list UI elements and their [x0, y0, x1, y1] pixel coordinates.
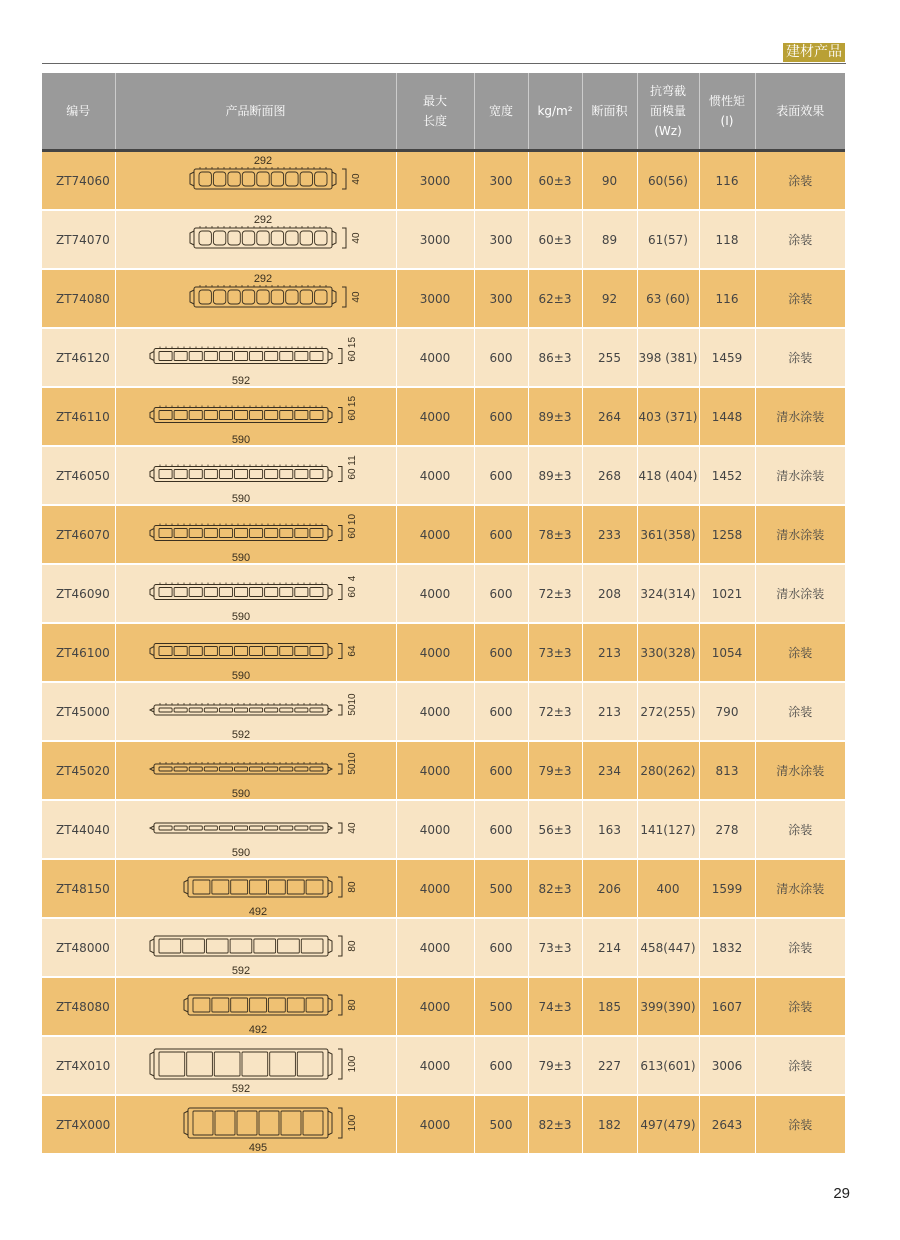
cell-area: 233: [582, 505, 637, 564]
section-drawing-cell: [115, 446, 396, 505]
cell-weight: 78±3: [528, 505, 582, 564]
product-code: ZT44040: [42, 800, 115, 859]
section-drawing-cell: [115, 918, 396, 977]
profile-drawing: [116, 507, 396, 563]
profile-drawing: [116, 861, 396, 917]
cell-area: 90: [582, 151, 637, 211]
profile-height2-label: 4: [346, 575, 358, 581]
cell-modulus: 418 (404): [637, 446, 699, 505]
cell-width: 600: [474, 682, 528, 741]
cell-inertia: 2643: [699, 1095, 755, 1154]
product-code: ZT46110: [42, 387, 115, 446]
profile-drawing: [116, 153, 396, 209]
profile-width-label: 590: [231, 492, 250, 504]
cell-finish: 涂装: [755, 800, 845, 859]
profile-width-label: 590: [231, 610, 250, 622]
profile-drawing: [116, 330, 396, 386]
cell-width: 600: [474, 623, 528, 682]
cell-finish: 清水涂装: [755, 446, 845, 505]
section-drawing-cell: [115, 505, 396, 564]
cell-finish: 涂装: [755, 977, 845, 1036]
cell-area: 92: [582, 269, 637, 328]
cell-modulus: 497(479): [637, 1095, 699, 1154]
profile-drawing: [116, 271, 396, 327]
product-code: ZT45000: [42, 682, 115, 741]
table-row: [42, 210, 845, 269]
section-drawing-cell: [115, 387, 396, 446]
cell-weight: 72±3: [528, 564, 582, 623]
cell-inertia: 1054: [699, 623, 755, 682]
cell-inertia: 1599: [699, 859, 755, 918]
profile-width-label: 590: [231, 433, 250, 445]
section-drawing-cell: [115, 210, 396, 269]
header-inertia-line2: (I): [720, 114, 734, 128]
profile-height-label: 100: [346, 1055, 358, 1072]
cell-finish: 清水涂装: [755, 564, 845, 623]
cell-weight: 72±3: [528, 682, 582, 741]
profile-drawing: [116, 389, 396, 445]
cell-modulus: 141(127): [637, 800, 699, 859]
cell-length: 4000: [396, 1036, 474, 1095]
cell-area: 208: [582, 564, 637, 623]
cell-area: 213: [582, 682, 637, 741]
table-row: [42, 1036, 845, 1095]
cell-length: 4000: [396, 328, 474, 387]
table-row: [42, 328, 845, 387]
table-row: [42, 269, 845, 328]
profile-height-label: 60: [346, 526, 358, 539]
section-drawing-cell: [115, 1036, 396, 1095]
cell-finish: 涂装: [755, 1095, 845, 1154]
profile-width-label: 592: [231, 374, 250, 386]
cell-length: 4000: [396, 623, 474, 682]
profile-height-label: 60: [346, 408, 358, 421]
profile-height-label: 60: [346, 585, 358, 598]
profile-height-label: 60: [346, 349, 358, 362]
cell-inertia: 790: [699, 682, 755, 741]
table-row: [42, 918, 845, 977]
cell-weight: 82±3: [528, 859, 582, 918]
cell-area: 214: [582, 918, 637, 977]
cell-inertia: 116: [699, 269, 755, 328]
product-code: ZT4X010: [42, 1036, 115, 1095]
cell-inertia: 1452: [699, 446, 755, 505]
table-row: [42, 682, 845, 741]
cell-length: 4000: [396, 682, 474, 741]
cell-length: 4000: [396, 741, 474, 800]
product-code: ZT46070: [42, 505, 115, 564]
header-modulus: [637, 73, 699, 151]
table-row: [42, 387, 845, 446]
cell-length: 4000: [396, 446, 474, 505]
cell-length: 4000: [396, 387, 474, 446]
profile-width-label: 492: [248, 1023, 267, 1035]
profile-height-label: 40: [350, 231, 362, 244]
profile-height-label: 64: [346, 644, 358, 657]
cell-inertia: 278: [699, 800, 755, 859]
section-drawing-cell: [115, 1095, 396, 1154]
cell-modulus: 60(56): [637, 151, 699, 211]
profile-drawing: [116, 684, 396, 740]
cell-modulus: 399(390): [637, 977, 699, 1036]
product-spec-table: [42, 73, 845, 1155]
product-code: ZT74060: [42, 151, 115, 211]
product-code: ZT48150: [42, 859, 115, 918]
page-number: 29: [833, 1185, 850, 1202]
product-code: ZT46100: [42, 623, 115, 682]
product-code: ZT46120: [42, 328, 115, 387]
header-modulus-line2: 面模量: [649, 104, 686, 118]
product-code: ZT74080: [42, 269, 115, 328]
cell-weight: 82±3: [528, 1095, 582, 1154]
cell-modulus: 280(262): [637, 741, 699, 800]
profile-drawing: [116, 566, 396, 622]
cell-weight: 73±3: [528, 623, 582, 682]
cell-width: 500: [474, 859, 528, 918]
cell-inertia: 1832: [699, 918, 755, 977]
cell-modulus: 361(358): [637, 505, 699, 564]
profile-height2-label: 15: [346, 395, 358, 407]
profile-height2-label: 10: [346, 751, 358, 764]
table-row: [42, 800, 845, 859]
cell-finish: 涂装: [755, 151, 845, 211]
product-code: ZT46050: [42, 446, 115, 505]
section-label: 建材产品: [783, 43, 845, 62]
cell-finish: 清水涂装: [755, 859, 845, 918]
cell-width: 600: [474, 328, 528, 387]
section-drawing-cell: [115, 269, 396, 328]
header-finish: 表面效果: [755, 73, 845, 151]
cell-weight: 60±3: [528, 210, 582, 269]
cell-finish: 清水涂装: [755, 505, 845, 564]
header-max-length: [396, 73, 474, 151]
profile-height-label: 80: [346, 880, 358, 893]
header-code: 编号: [42, 73, 115, 151]
cell-finish: 涂装: [755, 210, 845, 269]
header-weight: kg/m²: [528, 73, 582, 151]
cell-width: 600: [474, 741, 528, 800]
cell-weight: 79±3: [528, 741, 582, 800]
product-code: ZT45020: [42, 741, 115, 800]
cell-modulus: 272(255): [637, 682, 699, 741]
profile-height-label: 80: [346, 939, 358, 952]
profile-drawing: [116, 1038, 396, 1094]
cell-width: 600: [474, 446, 528, 505]
profile-drawing: [116, 802, 396, 858]
cell-modulus: 400: [637, 859, 699, 918]
cell-inertia: 116: [699, 151, 755, 211]
cell-inertia: 3006: [699, 1036, 755, 1095]
profile-height-label: 80: [346, 998, 358, 1011]
header-area: 断面积: [582, 73, 637, 151]
cell-length: 4000: [396, 564, 474, 623]
cell-width: 300: [474, 210, 528, 269]
section-drawing-cell: [115, 682, 396, 741]
header-max-length-line2: 长度: [422, 114, 447, 128]
profile-height-label: 40: [350, 290, 362, 303]
section-drawing-cell: [115, 623, 396, 682]
profile-height2-label: 15: [346, 336, 358, 348]
cell-modulus: 61(57): [637, 210, 699, 269]
profile-drawing: [116, 625, 396, 681]
cell-finish: 涂装: [755, 623, 845, 682]
cell-width: 300: [474, 151, 528, 211]
cell-area: 182: [582, 1095, 637, 1154]
profile-width-label: 592: [231, 964, 250, 976]
profile-width-label: 590: [231, 551, 250, 563]
cell-length: 4000: [396, 859, 474, 918]
profile-height-label: 100: [346, 1114, 358, 1131]
table-row: [42, 1095, 845, 1154]
cell-width: 600: [474, 1036, 528, 1095]
cell-weight: 74±3: [528, 977, 582, 1036]
cell-finish: 涂装: [755, 918, 845, 977]
section-drawing-cell: [115, 741, 396, 800]
header-modulus-line1: 抗弯截: [649, 84, 686, 98]
profile-height-label: 40: [350, 172, 362, 185]
cell-inertia: 1021: [699, 564, 755, 623]
header-inertia: [699, 73, 755, 151]
cell-length: 4000: [396, 1095, 474, 1154]
cell-area: 227: [582, 1036, 637, 1095]
profile-width-label: 590: [231, 846, 250, 858]
profile-width-label: 292: [253, 272, 272, 285]
cell-finish: 涂装: [755, 328, 845, 387]
table-row: [42, 623, 845, 682]
profile-width-label: 590: [231, 787, 250, 799]
header-section: 产品断面图: [115, 73, 396, 151]
cell-width: 500: [474, 977, 528, 1036]
cell-modulus: 403 (371): [637, 387, 699, 446]
cell-finish: 涂装: [755, 269, 845, 328]
profile-drawing: [116, 743, 396, 799]
cell-area: 264: [582, 387, 637, 446]
cell-width: 300: [474, 269, 528, 328]
cell-area: 213: [582, 623, 637, 682]
profile-height-label: 60: [346, 467, 358, 480]
cell-weight: 62±3: [528, 269, 582, 328]
cell-inertia: 1448: [699, 387, 755, 446]
cell-length: 3000: [396, 269, 474, 328]
table-body: [42, 151, 845, 1155]
profile-width-label: 590: [231, 669, 250, 681]
cell-modulus: 324(314): [637, 564, 699, 623]
profile-height2-label: 10: [346, 692, 358, 705]
table-header-row: [42, 73, 845, 151]
profile-drawing: [116, 448, 396, 504]
table-row: [42, 564, 845, 623]
section-drawing-cell: [115, 859, 396, 918]
product-code: ZT4X000: [42, 1095, 115, 1154]
cell-inertia: 118: [699, 210, 755, 269]
profile-width-label: 492: [248, 905, 267, 917]
cell-modulus: 458(447): [637, 918, 699, 977]
cell-width: 600: [474, 564, 528, 623]
cell-modulus: 613(601): [637, 1036, 699, 1095]
cell-inertia: 1258: [699, 505, 755, 564]
cell-weight: 86±3: [528, 328, 582, 387]
cell-width: 500: [474, 1095, 528, 1154]
cell-length: 3000: [396, 151, 474, 211]
cell-finish: 清水涂装: [755, 387, 845, 446]
profile-height-label: 40: [346, 821, 358, 834]
cell-length: 4000: [396, 505, 474, 564]
cell-area: 185: [582, 977, 637, 1036]
cell-inertia: 1459: [699, 328, 755, 387]
profile-height2-label: 11: [346, 454, 358, 466]
header-max-length-line1: 最大: [422, 94, 447, 108]
header-width: 宽度: [474, 73, 528, 151]
cell-length: 3000: [396, 210, 474, 269]
profile-drawing: [116, 979, 396, 1035]
table-row: [42, 741, 845, 800]
product-code: ZT46090: [42, 564, 115, 623]
cell-inertia: 813: [699, 741, 755, 800]
cell-weight: 79±3: [528, 1036, 582, 1095]
header-modulus-line3: (Wz): [654, 124, 682, 138]
product-code: ZT74070: [42, 210, 115, 269]
cell-modulus: 398 (381): [637, 328, 699, 387]
table-row: [42, 505, 845, 564]
profile-width-label: 292: [253, 154, 272, 167]
section-drawing-cell: [115, 151, 396, 211]
cell-inertia: 1607: [699, 977, 755, 1036]
cell-weight: 73±3: [528, 918, 582, 977]
cell-length: 4000: [396, 800, 474, 859]
profile-width-label: 495: [248, 1141, 267, 1153]
profile-width-label: 592: [231, 1082, 250, 1094]
cell-width: 600: [474, 505, 528, 564]
profile-height-label: 50: [346, 762, 358, 775]
cell-width: 600: [474, 918, 528, 977]
cell-width: 600: [474, 800, 528, 859]
profile-height-label: 50: [346, 703, 358, 716]
profile-drawing: [116, 212, 396, 268]
section-drawing-cell: [115, 564, 396, 623]
cell-weight: 60±3: [528, 151, 582, 211]
table-row: [42, 977, 845, 1036]
profile-height2-label: 10: [346, 513, 358, 525]
profile-width-label: 592: [231, 728, 250, 740]
cell-area: 163: [582, 800, 637, 859]
profile-drawing: [116, 1097, 396, 1153]
table-row: [42, 151, 845, 211]
cell-weight: 89±3: [528, 446, 582, 505]
cell-length: 4000: [396, 977, 474, 1036]
top-rule: [42, 63, 846, 64]
header-inertia-line1: 惯性矩: [708, 94, 745, 108]
cell-modulus: 63 (60): [637, 269, 699, 328]
cell-finish: 清水涂装: [755, 741, 845, 800]
cell-length: 4000: [396, 918, 474, 977]
cell-finish: 涂装: [755, 682, 845, 741]
section-drawing-cell: [115, 800, 396, 859]
profile-drawing: [116, 920, 396, 976]
cell-weight: 56±3: [528, 800, 582, 859]
cell-area: 255: [582, 328, 637, 387]
cell-finish: 涂装: [755, 1036, 845, 1095]
cell-area: 234: [582, 741, 637, 800]
cell-area: 89: [582, 210, 637, 269]
cell-area: 268: [582, 446, 637, 505]
table-row: [42, 446, 845, 505]
table-row: [42, 859, 845, 918]
cell-modulus: 330(328): [637, 623, 699, 682]
cell-weight: 89±3: [528, 387, 582, 446]
product-code: ZT48080: [42, 977, 115, 1036]
product-code: ZT48000: [42, 918, 115, 977]
cell-width: 600: [474, 387, 528, 446]
profile-width-label: 292: [253, 213, 272, 226]
section-drawing-cell: [115, 328, 396, 387]
cell-area: 206: [582, 859, 637, 918]
section-drawing-cell: [115, 977, 396, 1036]
